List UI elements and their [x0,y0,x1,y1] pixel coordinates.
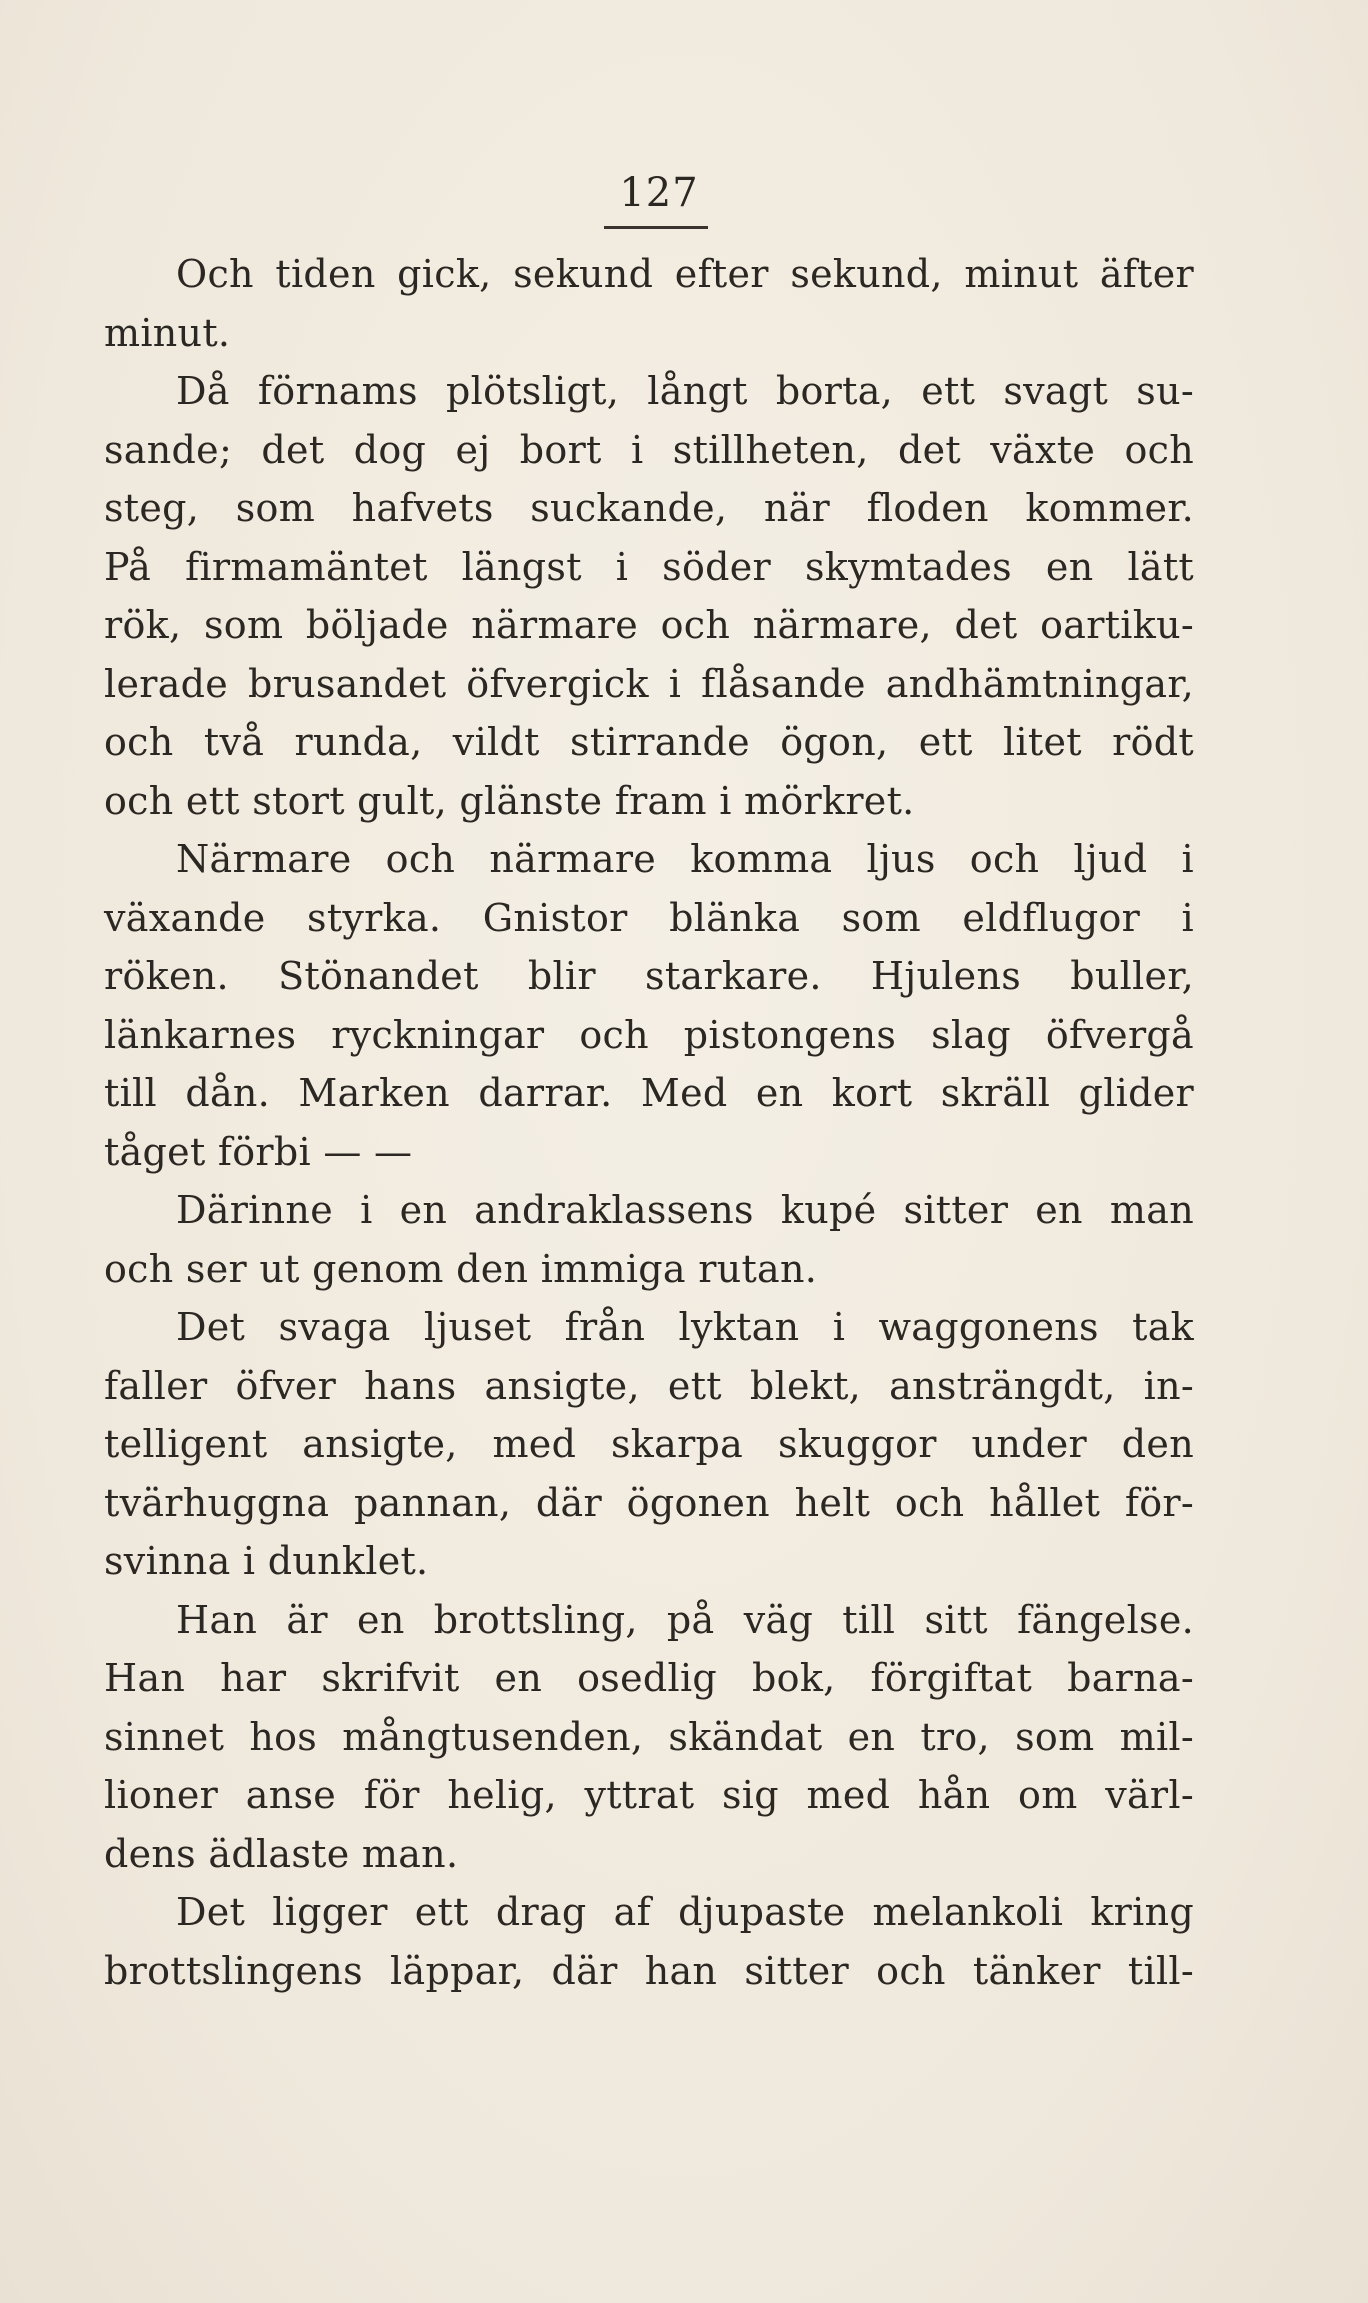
text-line: och ett stort gult, glänste fram i mörkret. [104,778,915,823]
text-line: länkarnes ryckningar och pistongens slag öfvergå [104,1012,1194,1057]
page-number: 127 [619,170,699,216]
text-line: Och tiden gick, sekund efter sekund, minut äfter [176,252,1194,296]
text-line: På firmamäntet längst i söder skymtades en lätt [104,544,1194,589]
text-line: till dån. Marken darrar. Med en kort skräll glider [104,1071,1194,1115]
text-line: växande styrka. Gnistor blänka som eldflugor i [104,895,1194,940]
text-line: och ser ut genom den immiga rutan. [104,1246,818,1291]
text-line: och två runda, vildt stirrande ögon, ett litet rödt [104,720,1194,764]
text-line: Då förnams plötsligt, långt borta, ett svagt su- [176,369,1194,413]
text-line: Det ligger ett drag af djupaste melankoli kring [176,1890,1194,1934]
text-line: sande; det dog ej bort i stillheten, det växte och [104,427,1194,472]
text-line: minut. [104,310,231,355]
text-line: Närmare och närmare komma ljus och ljud i [176,837,1194,881]
text-line: steg, som hafvets suckande, när floden kommer. [104,486,1194,530]
text-line: tvärhuggna pannan, där ögonen helt och hållet för- [104,1480,1194,1525]
body-text [104,245,1194,2000]
text-line: röken. Stönandet blir starkare. Hjulens buller, [104,954,1194,998]
text-line: dens ädlaste man. [104,1831,459,1876]
text-line: tåget förbi — — [104,1129,413,1174]
text-line: telligent ansigte, med skarpa skuggor under den [104,1422,1194,1466]
text-line: sinnet hos mångtusenden, skändat en tro, som mil- [104,1714,1194,1759]
text-line: Det svaga ljuset från lyktan i waggonens tak [176,1305,1194,1349]
text-line: rök, som böljade närmare och närmare, det oartiku- [104,603,1194,647]
text-line: lerade brusandet öfvergick i flåsande andhämtningar, [104,661,1194,706]
text-line: lioner anse för helig, yttrat sig med hån om värl- [104,1773,1194,1817]
text-line: brottslingens läppar, där han sitter och tänker till- [104,1948,1194,1993]
text-line: Han har skrifvit en osedlig bok, förgiftat barna- [104,1656,1194,1700]
text-line: faller öfver hans ansigte, ett blekt, ansträngdt, in- [104,1363,1194,1408]
text-line: svinna i dunklet. [104,1539,429,1583]
text-line: Därinne i en andraklassens kupé sitter en man [176,1188,1194,1232]
page-number-rule [604,226,708,229]
text-line: Han är en brottsling, på väg till sitt fängelse. [176,1597,1194,1642]
